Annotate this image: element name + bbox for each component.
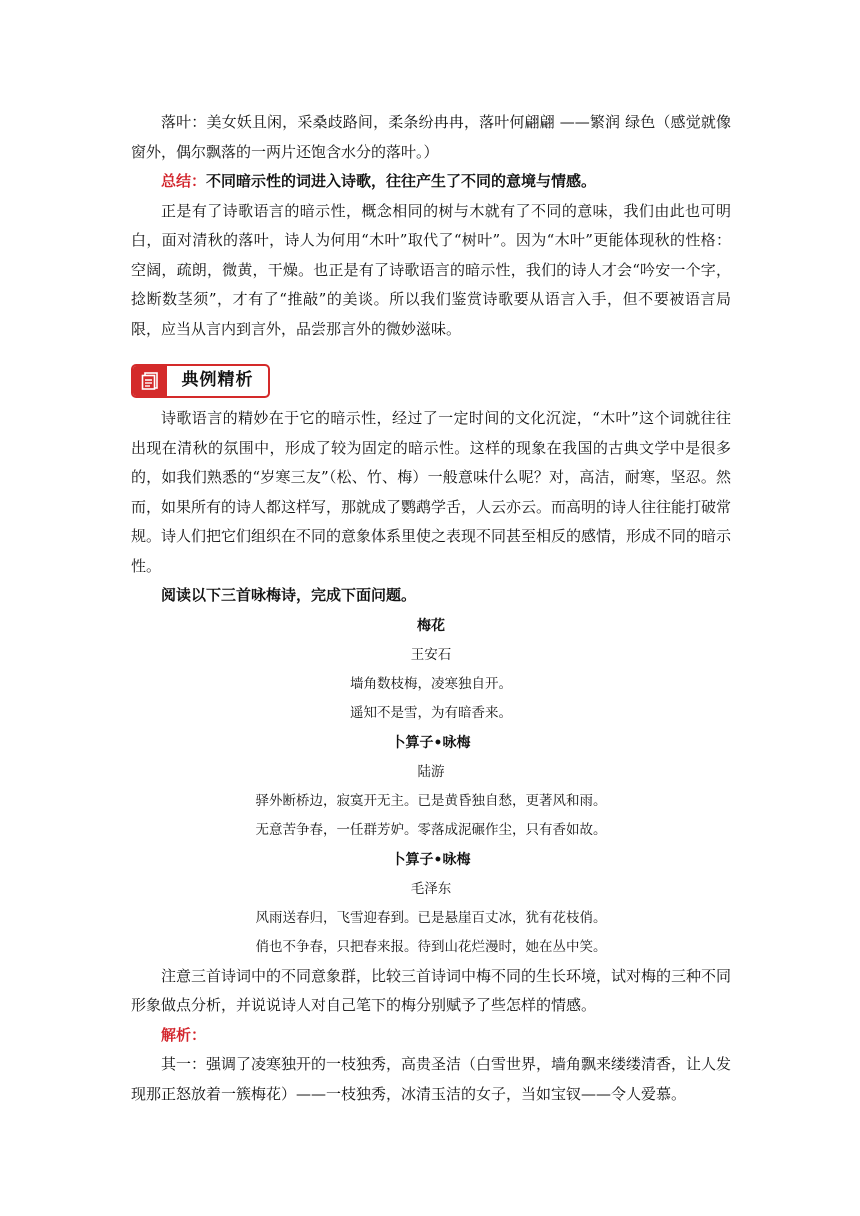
paragraph-implication: 正是有了诗歌语言的暗示性，概念相同的树与木就有了不同的意味，我们由此也可明白，面对清秋的落叶，诗人为何用“木叶”取代了“树叶”。因为“木叶”更能体现秋的性格：空阔，疏朗，微黄，干燥。也正是有了诗歌语言的暗示性，我们的诗人才会“吟安一个字，捻断数茎须”，才有了“推敲”的美谈。所以我们鉴赏诗歌要从语言入手，但不要被语言局限，应当从言内到言外，品尝那言外的微妙滋味。 <box>131 201 731 338</box>
analysis-label: 解析： <box>161 1025 207 1044</box>
poem-author: 毛泽东 <box>410 880 452 897</box>
poem-line: 无意苦争春，一任群芳妒。零落成泥碾作尘，只有香如故。 <box>255 821 607 838</box>
section-header <box>131 364 270 398</box>
summary-text: 不同暗示性的词进入诗歌，往往产生了不同的意境与情感。 <box>206 172 597 190</box>
poem-author: 陆游 <box>417 763 445 780</box>
poem-author: 王安石 <box>410 646 452 663</box>
poem-line: 驿外断桥边，寂寞开无主。已是黄昏独自愁，更著风和雨。 <box>255 792 607 809</box>
poem-1 <box>131 611 731 728</box>
poem-title: 梅花 <box>417 617 445 634</box>
section-title: 典例精析 <box>181 370 254 391</box>
poem-3 <box>131 845 731 962</box>
paragraph-fallen-leaves: 落叶：美女妖且闲，采桑歧路间，柔条纷冉冉，落叶何翩翩 ——繁润 绿色（感觉就像窗外，偶尔飘落的一两片还饱含水分的落叶。） <box>131 113 731 161</box>
poem-line: 遥知不是雪，为有暗香来。 <box>350 704 512 721</box>
task-paragraph: 注意三首诗词中的不同意象群，比较三首诗词中梅不同的生长环境，试对梅的三种不同形象做点分析，并说说诗人对自己笔下的梅分别赋予了些怎样的情感。 <box>131 966 732 1014</box>
poem-title: 卜算子•咏梅 <box>391 734 471 751</box>
document-icon <box>133 366 167 396</box>
poem-line: 俏也不争春，只把春来报。待到山花烂漫时，她在丛中笑。 <box>255 938 607 955</box>
analysis-paragraph: 其一：强调了凌寒独开的一枝独秀，高贵圣洁（白雪世界，墙角飘来缕缕清香，让人发现那正怒放着一簇梅花）——一枝独秀，冰清玉洁的女子，当如宝钗——令人爱慕。 <box>131 1055 732 1103</box>
paragraph-example: 诗歌语言的精妙在于它的暗示性，经过了一定时间的文化沉淀，“木叶”这个词就往往出现在清秋的氛围中，形成了较为固定的暗示性。这样的现象在我国的古典文学中是很多的，如我们熟悉的“岁寒三友”（松、竹、梅）一般意味什么呢？对，高洁，耐寒，坚忍。然而，如果所有的诗人都这样写，那就成了鹦鹉学舌，人云亦云。而高明的诗人往往能打破常规。诗人们把它们组织在不同的意象体系里使之表现不同甚至相反的感情，形成不同的暗示性。 <box>131 409 732 575</box>
analysis-heading <box>131 1021 731 1051</box>
poem-line: 风雨送春归，飞雪迎春到。已是悬崖百丈冰，犹有花枝俏。 <box>255 909 607 926</box>
question-prompt: 阅读以下三首咏梅诗，完成下面问题。 <box>161 586 417 604</box>
poem-2 <box>131 728 731 845</box>
poem-title: 卜算子•咏梅 <box>391 851 471 868</box>
document-body <box>131 108 731 1109</box>
summary <box>131 167 731 197</box>
poem-line: 墙角数枝梅，凌寒独自开。 <box>350 675 512 692</box>
summary-label: 总结： <box>161 172 207 190</box>
